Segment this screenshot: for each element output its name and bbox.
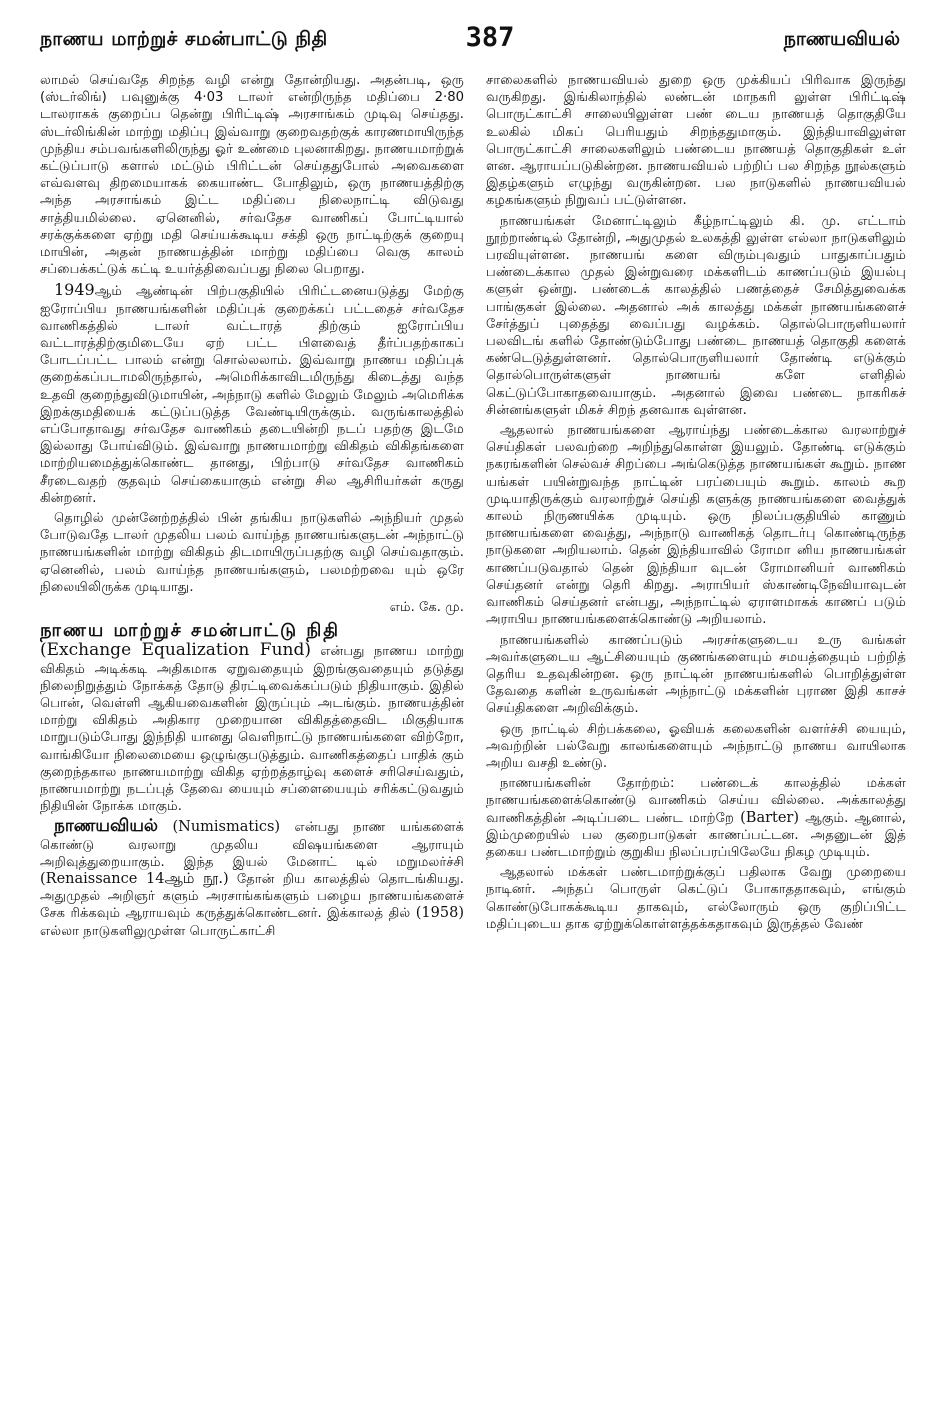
- paragraph: லாமல் செய்வதே சிறந்த வழி என்று தோன்றியது. அதன்படி, ஒரு (ஸ்டர்லிங்) பவுனுக்கு 4·03 டாலர் என்றிருந்த மதிப்பை 2·80 டாலராகக் குறைப்ப தென்று பிரிட்டிஷ் அரசாங்கம் முடிவு செய்தது. ஸ்டர்லிங்கின் மாற்று மதிப்பு இவ்வாறு குறைவதற்குக் காரணமாயிருந்த முந்திய சம்பவங்களிலிருந்து ஓர் உண்மை புலனாகிறது. நாணயமாற்றுக் கட்டுப்பாடு களால் மட்டும் பிரிட்டன் செய்ததுபோல் அவைகளை எவ்வளவு திறமையாகக் கையாண்ட போதிலும், ஒரு நாணயத்திற்கு அந்த அரசாங்கம் இட்ட மதிப்பை நிலைநாட்டி விடுவது சாத்தியமில்லை. ஏனெனில், சர்வதேச வாணிகப் போட்டியால் சரக்குக்களை ஏற்று மதி செய்யக்கூடிய சக்தி ஒரு நாட்டிற்குக் குறையு மாயின், அதன் நாணயத்தின் மாற்று மதிப்பை வெகு காலம் சப்பைக்கட்டுக் கட்டி உயர்த்திவைப்பது நிலை பெறாது.: [40, 73, 464, 278]
- english-term: (Barter): [740, 809, 800, 826]
- paragraph: ஆதலால் நாணயங்களை ஆராய்ந்து பண்டைக்கால வரலாற்றுச் செய்திகள் பலவற்றை அறிந்துகொள்ள இயலும். தோண்டி எடுக்கும் நகரங்களின் செல்வச் சிறப்பை அங்கெடுத்த நாணயங்கள் கூறும். நாண யங்கள் பயின்றுவந்த நாட்டின் பரப்பையும் கூறும். காலம் கூற முடியாதிருக்கும் வரலாற்றுச் செய்தி களுக்கு நாணயங்களை வைத்துக் காலம் நிருணயிக்க முடியும். ஒரு நிலப்பகுதியில் காணும் நாணயங்களை வைத்து, அந்நாடு வாணிகத் தொடர்பு கொண்டிருந்த நாடுகளை அறியலாம். தென் இந்தியாவில் ரோமா னிய நாணயங்கள் காணப்படுவதால் தென் இந்தியா வுடன் ரோமானியர் வாணிகம் செய்தனர் என்று தெரி கிறது. அராபியர் ஸ்காண்டிநேவியாவுடன் வாணிகம் செய்தனர் என்பது, அந்நாட்டில் ஏராளமாகக் காணப் படும் அராபிய நாணயங்களைக்கொண்டு அறியலாம்.: [486, 423, 906, 628]
- left-column: [40, 72, 464, 1412]
- subheading: நாணயங்களின் தோற்றம்:: [500, 776, 675, 792]
- paragraph: நாணயங்கள் மேனாட்டிலும் கீழ்நாட்டிலும் கி. மு. எட்டாம் நூற்றாண்டில் தோன்றி, அதுமுதல் உலகத்தி லுள்ள எல்லா நாடுகளிலும் பரவியுள்ளன. நாணயங் களை விரும்புவதும் பாதுகாப்பதும் பண்டைக்கால முதல் இன்றுவரை மக்களிடம் காணப்படும் இயல்பு களுள் ஒன்று. பண்டைக் காலத்தில் பணத்தைச் சேமித்துவைக்க பாங்குகள் இல்லை. அதனால் அக் காலத்து மக்கள் நாணயங்களைச் சேர்த்துப் புதைத்து வைப்பது வழக்கம். தொல்பொருளியலார் பலவிடங் களில் தோண்டும்போது பண்டை நாணயத் தொகுதி களைக் கண்டெடுத்துள்ளனர். தொல்பொருளியலார் தோண்டி எடுக்கும் தொல்பொருள்களுள் நாணயங் களே எளிதில் கெட்டுப்போகாதவையாகும். அதனால் இவை பண்டை நாகரிகச் சின்னங்களுள் மிகச் சிறந் தனவாக வுள்ளன.: [486, 213, 906, 418]
- english-term: (Exchange Equalization Fund): [40, 640, 312, 661]
- paragraph: சாலைகளில் நாணயவியல் துறை ஒரு முக்கியப் பிரிவாக இருந்து வருகிறது. இங்கிலாந்தில் லண்டன் மாநகரி லுள்ள பிரிட்டிஷ் பொருட்காட்சி சாலையிலுள்ள பண் டைய நாணயத் தொகுதியே உலகில் மிகப் பெரியதும் சிறந்ததுமாகும். இந்தியாவிலுள்ள பொருட்காட்சி சாலைகளிலும் பண்டைய நாணயத் தொகுதிகள் உள் ளன. ஆராயப்படுகின்றன. நாணயவியல் பற்றிப் பல சிறந்த நூல்களும் இதழ்களும் எழுந்து வருகின்றன. பல நாடுகளில் நாணயவியல் கழகங்களும் நிறுவப் பட்டுள்ளன.: [486, 73, 906, 209]
- paragraph-text: ஆகும். ஆனால், இம்முறையில் பல குறைபாடுகள் காணப்பட்டன. அதனுடன் இத் தகைய பண்டமாற்றும் குறுகிய நிலப்பரப்பிலேயே நிகழ முடியும்.: [486, 810, 906, 860]
- paragraph: [40, 818, 464, 939]
- year: (1958): [415, 905, 464, 922]
- paragraph: [486, 775, 906, 861]
- paragraph: தொழில் முன்னேற்றத்தில் பின் தங்கிய நாடுகளில் அந்நியர் முதல் போடுவதே டாலர் முதலிய பலம் வாய்ந்த நாணயங்களுடன் அந்நாட்டு நாணயங்களின் மாற்று விகிதம் திடமாயிருப்பதற்கு வழி செய்வதாகும். ஏனெனில், பலம் வாய்ந்த நாணயங்களும், பலமற்றவை யும் ஒரே நிலையிலிருக்க முடியாது.: [40, 511, 464, 595]
- article-heading: நாணய மாற்றுச் சமன்பாட்டு நிதி: [40, 620, 340, 642]
- paragraph-text: எல்லா நாடுகளிலுமுள்ள பொருட்காட்சி: [40, 923, 276, 939]
- author-initials: எம். கே. மு.: [389, 600, 464, 616]
- paragraph: நாணயங்களில் காணப்படும் அரசர்களுடைய உரு வங்கள் அவர்களுடைய ஆட்சியையும் குணங்களையும் சமயத்தையும் பற்றித் தெரிய உதவுகின்றன. ஒரு நாட்டின் நாணயங்களில் பொறித்துள்ள தேவதை களின் உருவங்கள் அந்நாட்டு மக்களின் புராண இதி காசச் செய்திகளை அறிவிக்கும்.: [486, 632, 906, 717]
- paragraph-text: பண்டைக் காலத்தில் மக்கள் நாணயங்களைக்கொண்டு வாணிகம் செய்ய வில்லை. அக்காலத்து வாணிகத்தின் அடிப்படை பண்ட மாற்றே: [486, 776, 906, 826]
- page-header: [40, 22, 900, 62]
- paragraph: ஒரு நாட்டில் சிற்பக்கலை, ஓவியக் கலைகளின் வளர்ச்சி யையும், அவற்றின் பல்வேறு காலங்களையும் அந்நாட்டு நாணய வாயிலாக அறிய வசதி உண்டு.: [486, 721, 906, 771]
- paragraph-text: ஆம் ஆண்டின் பிற்பகுதியில் பிரிட்டனையடுத்து மேற்கு ஐரோப்பிய நாணயங்களின் மதிப்புக் குறைக்கப் பட்டதைச் சர்வதேச வாணிகத்தில் டாலர் வட்டாரத் திற்கும் ஐரோப்பிய வட்டாரத்திற்குமிடையே ஏற் பட்ட பிளவைத் தீர்ப்பதற்காகப் போடப்பட்ட பாலம் என்று சொல்லலாம். இவ்வாறு நாணய மதிப்புக் குறைக்கப்படாமலிருந்தால், அமெரிக்காவிடமிருந்து கிடைத்து வந்த உதவி குறைந்துவிடுமாயின், அந்நாடு களில் மேலும் மேலும் அமெரிக்க இறக்குமதியைக் கட்டுப்படுத்த வேண்டியிருக்கும். வருங்காலத்தில் எப்போதாவது சர்வதேச வாணிகம் தடையின்றி நடப் பதற்கு இடமே இல்லாது போய்விடும். இவ்வாறு நாணயமாற்று விகிதம் விகிதங்களை மாற்றியமைத்துக்கொண்ட தானது, பிற்பாடு சர்வதேச வாணிகம் சீரடைவதற் குதவும் செய்கையாகும் என்று சில ஆசிரியர்கள் கருது கின்றனர்.: [40, 284, 464, 506]
- paragraph-text: என்பது நாணய மாற்று விகிதம் அடிக்கடி அதிகமாக ஏறுவதையும் இறங்குவதையும் தடுத்து நிலைநிறுத்தும் நோக்கத் தோடு திரட்டிவைக்கப்படும் நிதியாகும். இதில் பொன், வெள்ளி ஆகியவைகளின் இருப்பும் அடங்கும். நாணயத்தின் மாற்று விகிதம் அதிகார முறையான விகிதத்தைவிட மிகுதியாக மாறுபடும்போது இந்நிதி யானது வெளிநாட்டு நாணயங்களை விற்றோ, வாங்கியோ நிலைமையை ஒழுங்குபடுத்தும். வாணிகத்தைப் பாதிக் கும் குறைந்தகால நாணயமாற்று விகித ஏற்றத்தாழ்வு களைச் சரிசெய்வதும், நாணயமாற்று நடப்புத் தேவை யையும் சப்ளையையும் சரிக்கட்டுவதும் நிதியின் நோக்க மாகும்.: [40, 644, 464, 815]
- paragraph-text: தோன் றிய காலத்தில் தொடங்கியது. அதுமுதல் அறிஞர் களும் அரசாங்கங்களும் பழைய நாணயங்களைச் சேக ரிக்கவும் ஆராயவும் கருத்துக்கொண்டனர். இக்காலத் தில்: [40, 871, 464, 922]
- running-head-left: நாணய மாற்றுச் சமன்பாட்டு நிதி: [40, 28, 328, 50]
- paragraph: [40, 642, 464, 815]
- paragraph: ஆதலால் மக்கள் பண்டமாற்றுக்குப் பதிலாக வேறு முறையை நாடினர். அந்தப் பொருள் கெட்டுப் போகாததாகவும், எங்கும் கொண்டுபோகக்கூடிய தாகவும், எல்லோரும் ஒரு குறிப்பிட்ட மதிப்புடைய தாக ஏற்றுக்கொள்ளத்தக்கதாகவும் இருத்தல் வேண்: [486, 865, 906, 932]
- paragraph: [40, 281, 464, 507]
- page-number: 387: [465, 22, 515, 53]
- article-heading: நாணயவியல்: [54, 816, 159, 837]
- english-term: (Renaissance 14ஆம் நூ.): [40, 870, 229, 887]
- paragraph-text: என்பது நாண யங்களைக் கொண்டு வரலாறு முதலிய விஷயங்களை ஆராயும் அறிவுத்துறையாகும். இந்த இயல் மேனாட் டில் மறுமலர்ச்சி: [40, 820, 464, 870]
- running-head-right: நாணயவியல்: [783, 28, 900, 50]
- year: 1949: [54, 280, 95, 300]
- right-column: [486, 72, 906, 1412]
- english-term: (Numismatics): [172, 819, 281, 836]
